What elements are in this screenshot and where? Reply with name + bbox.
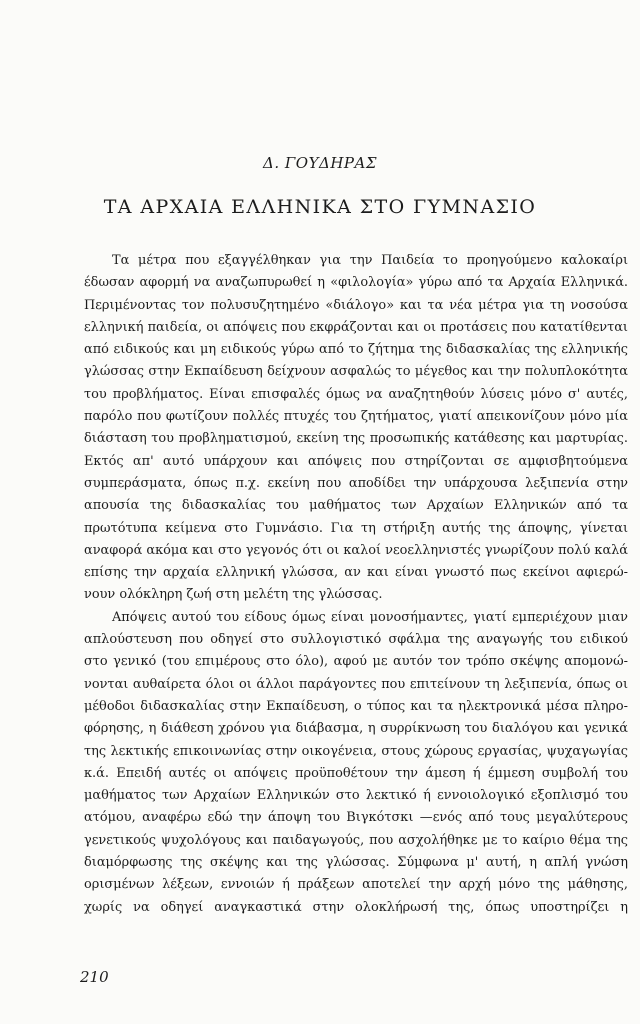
text-line: γενετικούς ψυχολόγους και παιδαγωγούς, που ασχολήθηκε με το καίριο θέμα της bbox=[84, 832, 628, 848]
text-line: ελληνική παιδεία, οι απόψεις που εκφράζονται και οι προτάσεις που κατατίθενται bbox=[84, 319, 628, 335]
text-line: έδωσαν αφορμή να αναζωπυρωθεί η «φιλολογία» γύρω από τα Αρχαία Ελληνικά. bbox=[84, 275, 628, 291]
text-line: νονται αυθαίρετα όλοι οι άλλοι παράγοντες που επιτείνουν τη λεξιπενία, όπως οι bbox=[84, 676, 628, 692]
text-line: Εκτός απ' αυτό υπάρχουν και απόψεις που στηρίζονται σε αμφισβητούμενα bbox=[84, 453, 628, 469]
author-name: Δ. ΓΟΥΔΗΡΑΣ bbox=[263, 154, 377, 172]
text-line: συμπεράσματα, όπως π.χ. εκείνη που αποδίδει την υπάρχουσα λεξιπενία στην bbox=[84, 475, 628, 491]
text-line: γλώσσας στην Εκπαίδευση δείχνουν ασφαλώς το μέγεθος και την πολυπλοκότητα bbox=[84, 364, 628, 380]
article-body bbox=[84, 250, 628, 919]
text-line: διάσταση του προβληματισμού, εκείνη της προσωπικής κατάθεσης και μαρτυρίας. bbox=[84, 431, 628, 447]
text-line: της λεκτικής επικοινωνίας στην οικογένεια, στους χώρους εργασίας, ψυχαγωγίας bbox=[84, 743, 628, 759]
text-line: νουν ολόκληρη ζωή στη μελέτη της γλώσσας. bbox=[84, 587, 383, 603]
text-line: παρόλο που φωτίζουν πολλές πτυχές του ζητήματος, γιατί απεικονίζουν μόνο μία bbox=[84, 409, 628, 425]
article-title: ΤΑ ΑΡΧΑΙΑ ΕΛΛΗΝΙΚΑ ΣΤΟ ΓΥΜΝΑΣΙΟ bbox=[103, 196, 537, 218]
text-line: του προβλήματος. Είναι επισφαλές όμως να αναζητηθούν λύσεις μόνο σ' αυτές, bbox=[84, 386, 628, 402]
text-line: φόρησης, η διάθεση χρόνου για διάβασμα, η συρρίκνωση του διαλόγου και γενικά bbox=[84, 721, 628, 737]
text-line: στο γενικό (του επιμέρους στο όλο), αφού με αυτόν τον τρόπο σκέψης απομονώ- bbox=[84, 654, 628, 670]
paragraph-1 bbox=[84, 250, 628, 607]
text-line: ατόμου, αναφέρω εδώ την άποψη του Βιγκότσκι —ενός από τους μεγαλύτερους bbox=[84, 810, 628, 826]
text-line: επίσης την αρχαία ελληνική γλώσσα, αν και είναι γνωστό πως εκείνοι αφιερώ- bbox=[84, 565, 628, 581]
text-line: απουσία της διδασκαλίας του μαθήματος των Αρχαίων Ελληνικών από τα bbox=[84, 498, 628, 514]
text-line: κ.ά. Επειδή αυτές οι απόψεις προϋποθέτουν την άμεση ή έμμεση συμβολή του bbox=[84, 765, 628, 781]
text-line: από ειδικούς και μη ειδικούς γύρω από το ζήτημα της διδασκαλίας της ελληνικής bbox=[84, 342, 628, 358]
page-number: 210 bbox=[80, 968, 109, 986]
text-line: αναφορά ακόμα και στο γεγονός ότι οι καλοί νεοελληνιστές γνωρίζουν πολύ καλά bbox=[84, 542, 629, 558]
text-line: πρωτότυπα κείμενα στο Γυμνάσιο. Για τη στήριξη αυτής της άποψης, γίνεται bbox=[84, 520, 628, 536]
text-line: Απόψεις αυτού του είδους όμως είναι μονοσήμαντες, γιατί εμπεριέχουν μιαν bbox=[112, 609, 628, 625]
text-line: χωρίς να οδηγεί αναγκαστικά στην ολοκλήρωσή της, όπως υποστηρίζει η bbox=[84, 899, 628, 915]
text-line: ορισμένων λέξεων, εννοιών ή πράξεων αποτελεί την αρχή μόνο της μάθησης, bbox=[84, 877, 628, 893]
text-line: Τα μέτρα που εξαγγέλθηκαν για την Παιδεία το προηγούμενο καλοκαίρι bbox=[112, 253, 628, 268]
text-line: διαμόρφωσης της σκέψης και της γλώσσας. Σύμφωνα μ' αυτή, η απλή γνώση bbox=[84, 855, 628, 871]
text-line: απλούστευση που οδηγεί στο συλλογιστικό σφάλμα της αναγωγής του ειδικού bbox=[84, 632, 628, 648]
text-line: μέθοδοι διδασκαλίας στην Εκπαίδευση, ο τύπος και τα ηλεκτρονικά μέσα πληρο- bbox=[84, 698, 628, 714]
text-line: Περιμένοντας τον πολυσυζητημένο «διάλογο» και τα νέα μέτρα για τη νοσούσα bbox=[84, 297, 628, 313]
text-line: μαθήματος των Αρχαίων Ελληνικών στο λεκτικό ή εννοιολογικό εξοπλισμό του bbox=[84, 788, 628, 804]
paragraph-2 bbox=[84, 607, 628, 919]
